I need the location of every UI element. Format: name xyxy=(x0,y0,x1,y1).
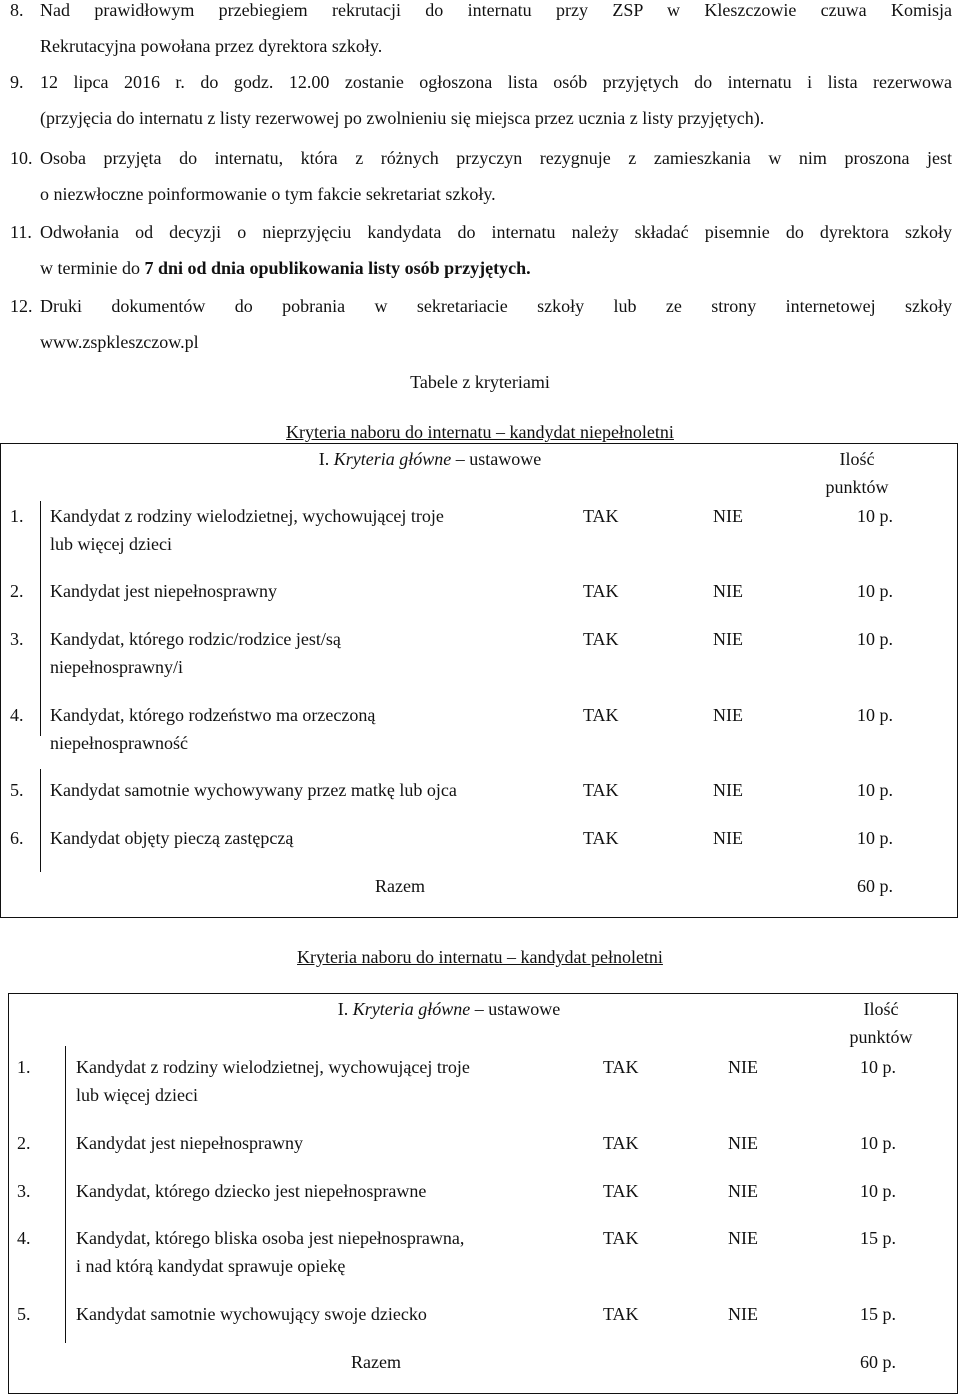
yes-option[interactable]: TAK xyxy=(603,1181,639,1201)
no-option[interactable]: NIE xyxy=(713,629,743,649)
criterion-text: niepełnosprawny/i xyxy=(50,657,183,677)
no-option[interactable]: NIE xyxy=(728,1228,758,1248)
no-option[interactable]: NIE xyxy=(728,1304,758,1324)
criterion-text: Kandydat jest niepełnosprawny xyxy=(50,581,277,601)
rule-text-line: o niezwłoczne poinformowanie o tym fakcie sekretariat szkoły. xyxy=(40,184,496,204)
yes-option[interactable]: TAK xyxy=(603,1228,639,1248)
rule-number: 8. xyxy=(10,0,24,20)
points-value: 10 p. xyxy=(860,1057,896,1077)
criteria-table-adult xyxy=(8,993,958,1394)
no-option[interactable]: NIE xyxy=(713,506,743,526)
criterion-text: i nad którą kandydat sprawuje opiekę xyxy=(76,1256,346,1276)
no-option[interactable]: NIE xyxy=(728,1133,758,1153)
row-number: 1. xyxy=(10,506,24,526)
table-2-title: Kryteria naboru do internatu – kandydat pełnoletni xyxy=(297,947,663,967)
total-value: 60 p. xyxy=(857,876,893,896)
yes-option[interactable]: TAK xyxy=(603,1057,639,1077)
criterion-text: niepełnosprawność xyxy=(50,733,188,753)
rule-text-line: 12 lipca 2016 r. do godz. 12.00 zostanie ogłoszona lista osób przyjętych do internatu i lista rezerwowa xyxy=(40,72,952,92)
no-option[interactable]: NIE xyxy=(713,705,743,725)
rule-number: 9. xyxy=(10,72,24,92)
criterion-text: Kandydat, którego rodzeństwo ma orzeczoną xyxy=(50,705,376,725)
no-option[interactable]: NIE xyxy=(713,828,743,848)
criterion-text: Kandydat jest niepełnosprawny xyxy=(76,1133,303,1153)
rule-item-9 xyxy=(10,64,952,136)
section-title: Tabele z kryteriami xyxy=(410,372,550,392)
total-label: Razem xyxy=(351,1352,401,1372)
points-header: punktów xyxy=(825,477,889,497)
rule-text-line: Odwołania od decyzji o nieprzyjęciu kandydata do internatu należy składać pisemnie do dyrektora szkoły xyxy=(40,222,952,242)
rule-text-line: (przyjęcia do internatu z listy rezerwowej po zwolnieniu się miejsca przez ucznia z listy przyjętych). xyxy=(40,108,765,128)
row-number: 4. xyxy=(10,705,24,725)
rule-number: 10. xyxy=(10,148,33,168)
criterion-text: Kandydat objęty pieczą zastępczą xyxy=(50,828,294,848)
points-header: punktów xyxy=(849,1027,913,1047)
yes-option[interactable]: TAK xyxy=(603,1133,639,1153)
yes-option[interactable]: TAK xyxy=(583,629,619,649)
rule-item-10 xyxy=(10,140,952,212)
criterion-text: lub więcej dzieci xyxy=(76,1085,198,1105)
yes-option[interactable]: TAK xyxy=(583,828,619,848)
no-option[interactable]: NIE xyxy=(713,581,743,601)
criterion-text: Kandydat, którego bliska osoba jest niepełnosprawna, xyxy=(76,1228,465,1248)
rule-item-8 xyxy=(10,0,952,64)
table-header: I. Kryteria główne – ustawowe xyxy=(337,999,561,1019)
criterion-text: lub więcej dzieci xyxy=(50,534,172,554)
yes-option[interactable]: TAK xyxy=(583,506,619,526)
row-number: 3. xyxy=(10,629,24,649)
points-value: 10 p. xyxy=(857,581,893,601)
table-divider xyxy=(40,769,41,872)
criterion-text: Kandydat samotnie wychowujący swoje dziecko xyxy=(76,1304,427,1324)
points-value: 10 p. xyxy=(857,506,893,526)
rule-text-line: Osoba przyjęta do internatu, która z różnych przyczyn rezygnuje z zamieszkania w nim proszona jest xyxy=(40,148,952,168)
table-divider xyxy=(40,501,41,736)
points-value: 15 p. xyxy=(860,1228,896,1248)
yes-option[interactable]: TAK xyxy=(583,581,619,601)
criterion-text: Kandydat z rodziny wielodzietnej, wychowującej troje xyxy=(76,1057,470,1077)
row-number: 5. xyxy=(17,1304,31,1324)
no-option[interactable]: NIE xyxy=(728,1181,758,1201)
yes-option[interactable]: TAK xyxy=(583,780,619,800)
rule-text-prefix: w terminie do xyxy=(40,258,145,278)
points-value: 15 p. xyxy=(860,1304,896,1324)
row-number: 5. xyxy=(10,780,24,800)
rule-text-line: Druki dokumentów do pobrania w sekretariacie szkoły lub ze strony internetowej szkoły xyxy=(40,296,952,316)
row-number: 3. xyxy=(17,1181,31,1201)
row-number: 6. xyxy=(10,828,24,848)
criterion-text: Kandydat, którego rodzic/rodzice jest/są xyxy=(50,629,341,649)
table-divider xyxy=(65,1046,66,1343)
rule-item-12 xyxy=(10,288,952,360)
row-number: 1. xyxy=(17,1057,31,1077)
row-number: 2. xyxy=(10,581,24,601)
criterion-text: Kandydat samotnie wychowywany przez matkę lub ojca xyxy=(50,780,457,800)
rule-text-line xyxy=(40,250,952,286)
criterion-text: Kandydat, którego dziecko jest niepełnosprawne xyxy=(76,1181,427,1201)
rule-text-line: Nad prawidłowym przebiegiem rekrutacji do internatu przy ZSP w Kleszczowie czuwa Komisja xyxy=(40,0,952,20)
points-value: 10 p. xyxy=(857,828,893,848)
table-1-title: Kryteria naboru do internatu – kandydat niepełnoletni xyxy=(286,422,674,442)
yes-option[interactable]: TAK xyxy=(603,1304,639,1324)
total-label: Razem xyxy=(375,876,425,896)
points-value: 10 p. xyxy=(860,1181,896,1201)
total-value: 60 p. xyxy=(860,1352,896,1372)
points-header: Ilość xyxy=(839,449,875,469)
rule-number: 11. xyxy=(10,222,32,242)
deadline-text: 7 dni od dnia opublikowania listy osób przyjętych. xyxy=(144,258,531,278)
points-value: 10 p. xyxy=(857,629,893,649)
rule-text-line: Rekrutacyjna powołana przez dyrektora szkoły. xyxy=(40,36,383,56)
points-header: Ilość xyxy=(863,999,899,1019)
criteria-table-minor xyxy=(0,443,958,918)
yes-option[interactable]: TAK xyxy=(583,705,619,725)
no-option[interactable]: NIE xyxy=(728,1057,758,1077)
points-value: 10 p. xyxy=(857,780,893,800)
rule-number: 12. xyxy=(10,296,33,316)
points-value: 10 p. xyxy=(860,1133,896,1153)
table-header: I. Kryteria główne – ustawowe xyxy=(318,449,542,469)
no-option[interactable]: NIE xyxy=(713,780,743,800)
row-number: 2. xyxy=(17,1133,31,1153)
school-website-link[interactable]: www.zspkleszczow.pl xyxy=(40,332,199,352)
points-value: 10 p. xyxy=(857,705,893,725)
row-number: 4. xyxy=(17,1228,31,1248)
criterion-text: Kandydat z rodziny wielodzietnej, wychowującej troje xyxy=(50,506,444,526)
rule-item-11 xyxy=(10,214,952,286)
